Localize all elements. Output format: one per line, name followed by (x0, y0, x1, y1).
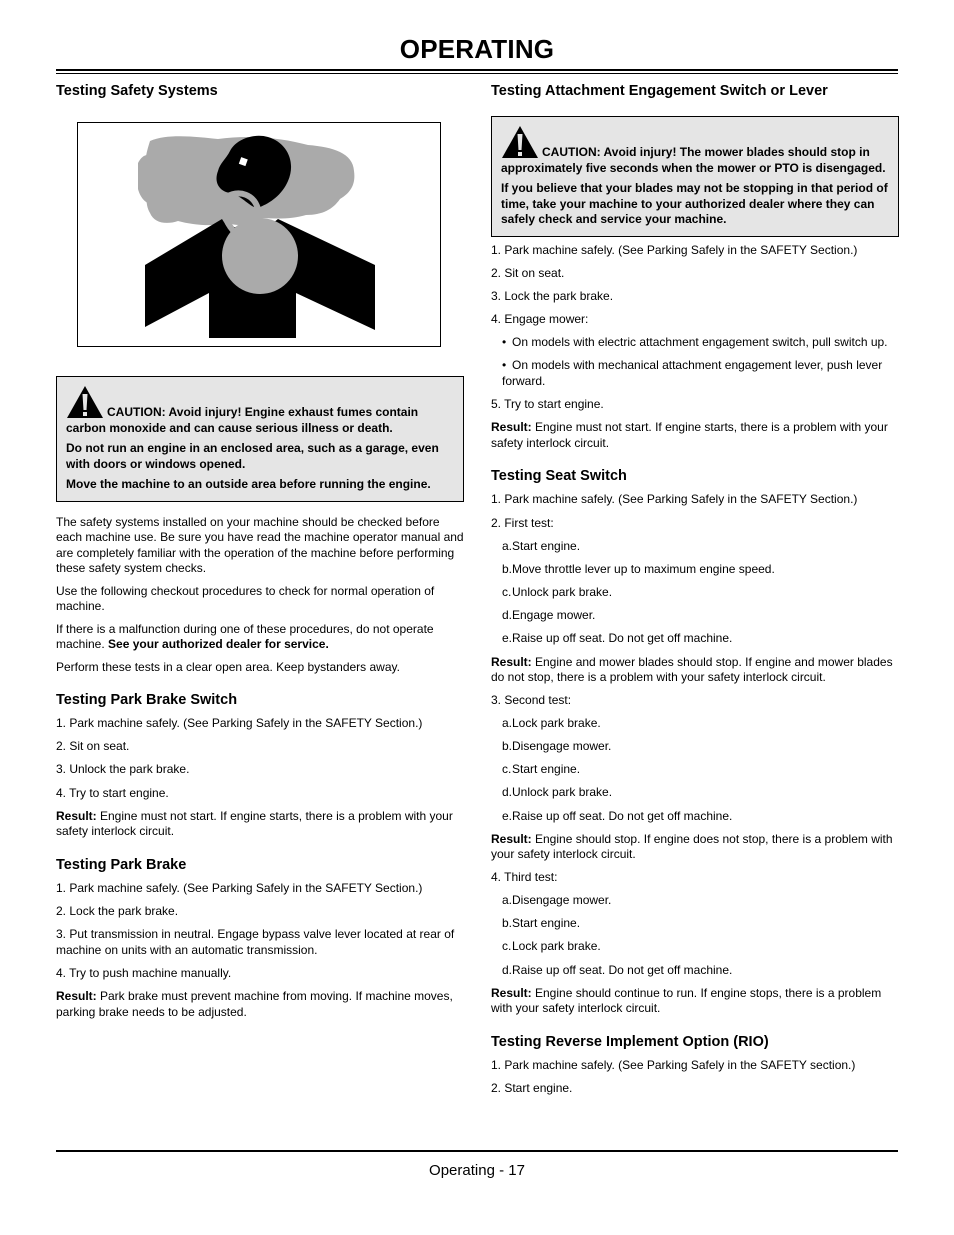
list-item: 4. Try to push machine manually. (56, 965, 232, 980)
heading-testing-park-brake-switch: Testing Park Brake Switch (56, 692, 238, 708)
list-item: 2. Sit on seat. (56, 739, 130, 754)
list-item: 4. Try to start engine. (56, 785, 169, 800)
list-item: • On models with electric attachment engagement switch, pull switch up. (502, 335, 888, 350)
list-item: 1. Park machine safely. (See Parking Safely in the SAFETY section.) (491, 1057, 856, 1072)
malfunction-paragraph: If there is a malfunction during one of these procedures, do not operate machine. See your authorized dealer for service. (56, 621, 434, 651)
list-item: a.Disengage mower. (502, 892, 612, 907)
heading-testing-park-brake: Testing Park Brake (56, 856, 187, 873)
heading-testing-seat-switch: Testing Seat Switch (491, 468, 627, 485)
caution-box-blades (491, 116, 899, 237)
list-item: c.Unlock park brake. (502, 585, 613, 600)
caution-text-1: CAUTION: Avoid injury! The mower blades should stop in approximately five seconds when the mower or PTO is disengaged. (501, 145, 886, 175)
result-attachment-engagement: Result: Engine must not start. If engine starts, there is a problem with your safety interlock circuit. (491, 420, 888, 450)
result-park-brake-switch: Result: Engine must not start. If engine starts, there is a problem with your safety interlock circuit. (56, 808, 453, 839)
list-item: 3. Lock the park brake. (491, 288, 614, 303)
result-third-test: Result: Engine should continue to run. If engine stops, there is a problem with your safety interlock circuit. (491, 985, 882, 1016)
caution-text-2: If you believe that your blades may not be stopping in that period of time, take your machine to your authorized dealer where they can safely check and service your machine. (501, 181, 888, 226)
dealer-service-note: See your authorized dealer for service. (108, 637, 329, 651)
list-item: 3. Second test: (491, 692, 572, 707)
warning-triangle-icon (66, 385, 104, 419)
list-item: c.Start engine. (502, 762, 581, 777)
list-item: 1. Park machine safely. (See Parking Safely in the SAFETY Section.) (56, 880, 423, 895)
list-item: e.Raise up off seat. Do not get off machine. (502, 808, 733, 823)
list-item: c.Lock park brake. (502, 939, 601, 954)
list-item: d.Unlock park brake. (502, 785, 613, 800)
list-item: 3. Put transmission in neutral. Engage bypass valve lever located at rear of machine on units with an automatic transmission. (56, 927, 455, 957)
header-rule (56, 69, 898, 71)
result-first-test: Result: Engine and mower blades should stop. If engine and mower blades do not stop, there is a problem with your safety interlock circuit. (491, 654, 893, 685)
list-item: d.Engage mower. (502, 608, 596, 623)
result-park-brake: Result: Park brake must prevent machine from moving. If machine moves, parking brake needs to be adjusted. (56, 989, 453, 1019)
list-item: 2. First test: (491, 515, 554, 530)
list-item: b.Start engine. (502, 916, 581, 931)
footer-rule (56, 1150, 898, 1152)
heading-testing-attachment-engagement: Testing Attachment Engagement Switch or Lever (491, 83, 828, 99)
list-item: e.Raise up off seat. Do not get off machine. (502, 631, 733, 646)
caution-text-2: Do not run an engine in an enclosed area, such as a garage, even with doors or windows opened. (66, 441, 439, 471)
caution-text-1: CAUTION: Avoid injury! Engine exhaust fumes contain carbon monoxide and can cause serious illness or death. (66, 405, 419, 435)
list-item: 1. Park machine safely. (See Parking Safely in the SAFETY Section.) (491, 242, 858, 257)
list-item: 3. Unlock the park brake. (56, 762, 190, 777)
header-rule-thin (56, 73, 898, 74)
list-item: a.Start engine. (502, 538, 581, 553)
caution-text-3: Move the machine to an outside area before running the engine. (66, 477, 431, 491)
heading-testing-safety-systems: Testing Safety Systems (56, 83, 218, 99)
warning-triangle-icon (501, 125, 539, 159)
checkout-paragraph: Use the following checkout procedures to check for normal operation of machine. (56, 583, 435, 613)
list-item: d.Raise up off seat. Do not get off machine. (502, 962, 733, 977)
intro-paragraph: The safety systems installed on your machine should be checked before each machine use. Be sure you have read the machine operator manual and are completely familiar with the operation of the machine before performing these safety system checks. (56, 514, 464, 575)
list-item: • On models with mechanical attachment engagement lever, push lever forward. (502, 358, 883, 388)
right-column (491, 82, 899, 1104)
page-number: Operating - 17 (429, 1162, 525, 1179)
left-column (56, 82, 464, 1027)
list-item: 5. Try to start engine. (491, 397, 604, 412)
list-item: 4. Third test: (491, 869, 558, 884)
clear-area-paragraph: Perform these tests in a clear open area. Keep bystanders away. (56, 659, 400, 674)
list-item: 4. Engage mower: (491, 312, 589, 327)
list-item: 1. Park machine safely. (See Parking Safely in the SAFETY Section.) (56, 716, 423, 730)
list-item: b.Disengage mower. (502, 739, 612, 753)
list-item: 2. Lock the park brake. (56, 903, 179, 918)
list-item: 2. Sit on seat. (491, 265, 565, 280)
result-second-test: Result: Engine should stop. If engine does not stop, there is a problem with your safety interlock circuit. (491, 831, 893, 862)
exhaust-fumes-hazard-icon (77, 122, 441, 347)
list-item: b.Move throttle lever up to maximum engine speed. (502, 561, 775, 576)
caution-box-exhaust (56, 376, 464, 502)
list-item: 1. Park machine safely. (See Parking Safely in the SAFETY Section.) (491, 492, 858, 507)
heading-testing-rio: Testing Reverse Implement Option (RIO) (491, 1033, 769, 1050)
page-title: OPERATING (399, 34, 555, 64)
list-item: 2. Start engine. (491, 1080, 573, 1095)
list-item: a.Lock park brake. (502, 715, 601, 730)
